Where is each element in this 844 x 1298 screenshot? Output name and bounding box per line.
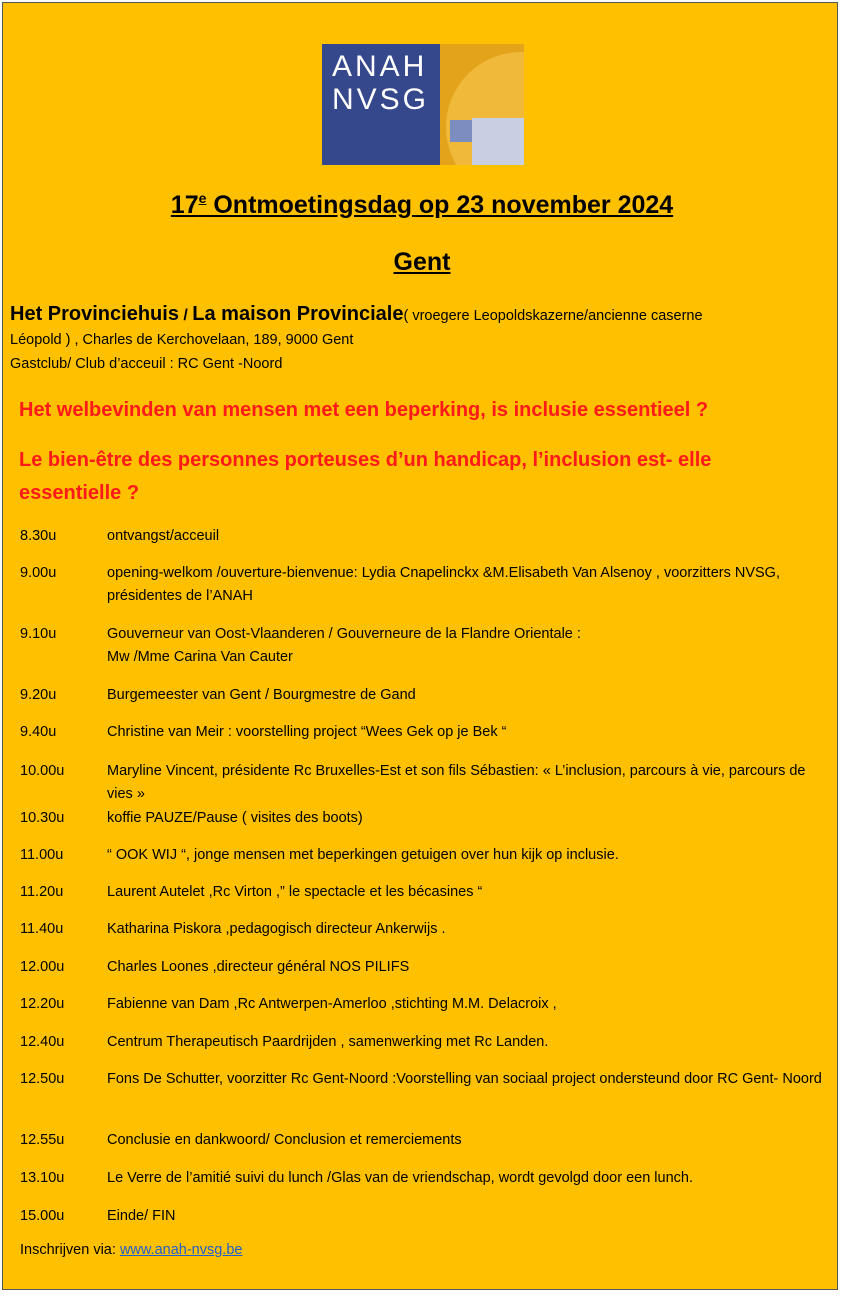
program-time: 12.00u	[20, 959, 65, 975]
title-number: 17	[170, 191, 199, 219]
program-time: 12.20u	[20, 996, 65, 1012]
program-desc	[107, 623, 827, 669]
venue-note: ( vroegere Leopoldskazerne/ancienne caserne	[403, 308, 703, 324]
program-desc: Charles Loones ,directeur général NOS PILIFS	[107, 959, 410, 975]
program-desc: Christine van Meir : voorstelling project “Wees Gek op je Bek “	[107, 724, 507, 740]
program-time: 9.40u	[20, 724, 57, 740]
program-time: 11.00u	[20, 847, 64, 863]
logo-text-line1: ANAH	[332, 50, 428, 83]
program-time: 12.50u	[20, 1071, 65, 1087]
program-desc: ontvangst/acceuil	[107, 528, 220, 544]
program-desc: “ OOK WIJ “, jonge mensen met beperkingen getuigen over hun kijk op inclusie.	[107, 847, 619, 863]
program-desc: Centrum Therapeutisch Paardrijden , samenwerking met Rc Landen.	[107, 1034, 549, 1050]
venue-separator: /	[178, 307, 193, 324]
program-desc: Fons De Schutter, voorzitter Rc Gent-Noord :Voorstelling van sociaal project ondersteund door RC Gent- Noord	[107, 1071, 822, 1087]
program-time: 9.00u	[20, 565, 57, 581]
anah-nvsg-logo	[322, 44, 524, 165]
event-city: Gent	[393, 248, 451, 276]
venue-name-fr: La maison Provinciale	[192, 303, 404, 325]
program-time: 9.20u	[20, 687, 57, 703]
program-desc: Einde/ FIN	[107, 1208, 176, 1224]
program-desc-line2: Mw /Mme Carina Van Cauter	[107, 649, 293, 665]
program-time: 11.20u	[20, 884, 64, 900]
venue-block	[10, 302, 810, 376]
program-desc-line1: Gouverneur van Oost-Vlaanderen / Gouverneure de la Flandre Orientale :	[107, 626, 581, 642]
program-time: 13.10u	[20, 1170, 65, 1186]
event-title	[0, 190, 844, 220]
title-superscript: e	[198, 190, 207, 206]
program-desc: koffie PAUZE/Pause ( visites des boots)	[107, 810, 363, 826]
program-desc: Le Verre de l’amitié suivi du lunch /Glas van de vriendschap, wordt gevolgd door een lunch.	[107, 1170, 693, 1186]
registration-label: Inschrijven via:	[20, 1242, 120, 1258]
program-time: 12.40u	[20, 1034, 65, 1050]
program-time: 8.30u	[20, 528, 57, 544]
venue-name-nl: Het Provinciehuis	[10, 303, 179, 325]
program-time: 11.40u	[20, 921, 64, 937]
registration-link[interactable]: www.anah-nvsg.be	[119, 1242, 243, 1258]
logo-text-line2: NVSG	[332, 83, 430, 116]
logo-small-square	[450, 120, 474, 142]
theme-question-fr: Le bien-être des personnes porteuses d’un handicap, l’inclusion est- elle essentielle ?	[19, 449, 712, 504]
program-time: 12.55u	[20, 1132, 65, 1148]
program-desc: opening-welkom /ouverture-bienvenue: Lydia Cnapelinckx &M.Elisabeth Van Alsenoy , voorzitters NVSG, présidentes de l’ANAH	[107, 565, 780, 604]
registration-footer	[20, 1242, 242, 1258]
theme-question-nl: Het welbevinden van mensen met een beperking, is inclusie essentieel ?	[19, 399, 709, 421]
program-time: 9.10u	[20, 626, 57, 642]
program-desc: Burgemeester van Gent / Bourgmestre de Gand	[107, 687, 416, 703]
title-text: Ontmoetingsdag op 23 november 2024	[206, 191, 674, 219]
program-desc: Laurent Autelet ,Rc Virton ,” le spectacle et les bécasines “	[107, 884, 483, 900]
venue-host-club: Gastclub/ Club d’acceuil : RC Gent -Noord	[10, 356, 283, 372]
program-time: 10.30u	[20, 810, 65, 826]
program-desc: Conclusie en dankwoord/ Conclusion et remerciements	[107, 1132, 462, 1148]
program-desc: Fabienne van Dam ,Rc Antwerpen-Amerloo ,stichting M.M. Delacroix ,	[107, 996, 557, 1012]
program-desc: Katharina Piskora ,pedagogisch directeur Ankerwijs .	[107, 921, 446, 937]
logo-light-square	[472, 118, 524, 165]
program-desc: Maryline Vincent, présidente Rc Bruxelles-Est et son fils Sébastien: « L’inclusion, parcours à vie, parcours de vies »	[107, 763, 806, 802]
program-time: 15.00u	[20, 1208, 65, 1224]
venue-address: Léopold ) , Charles de Kerchovelaan, 189, 9000 Gent	[10, 332, 354, 348]
program-time: 10.00u	[20, 763, 65, 779]
venue-line1	[10, 302, 810, 328]
